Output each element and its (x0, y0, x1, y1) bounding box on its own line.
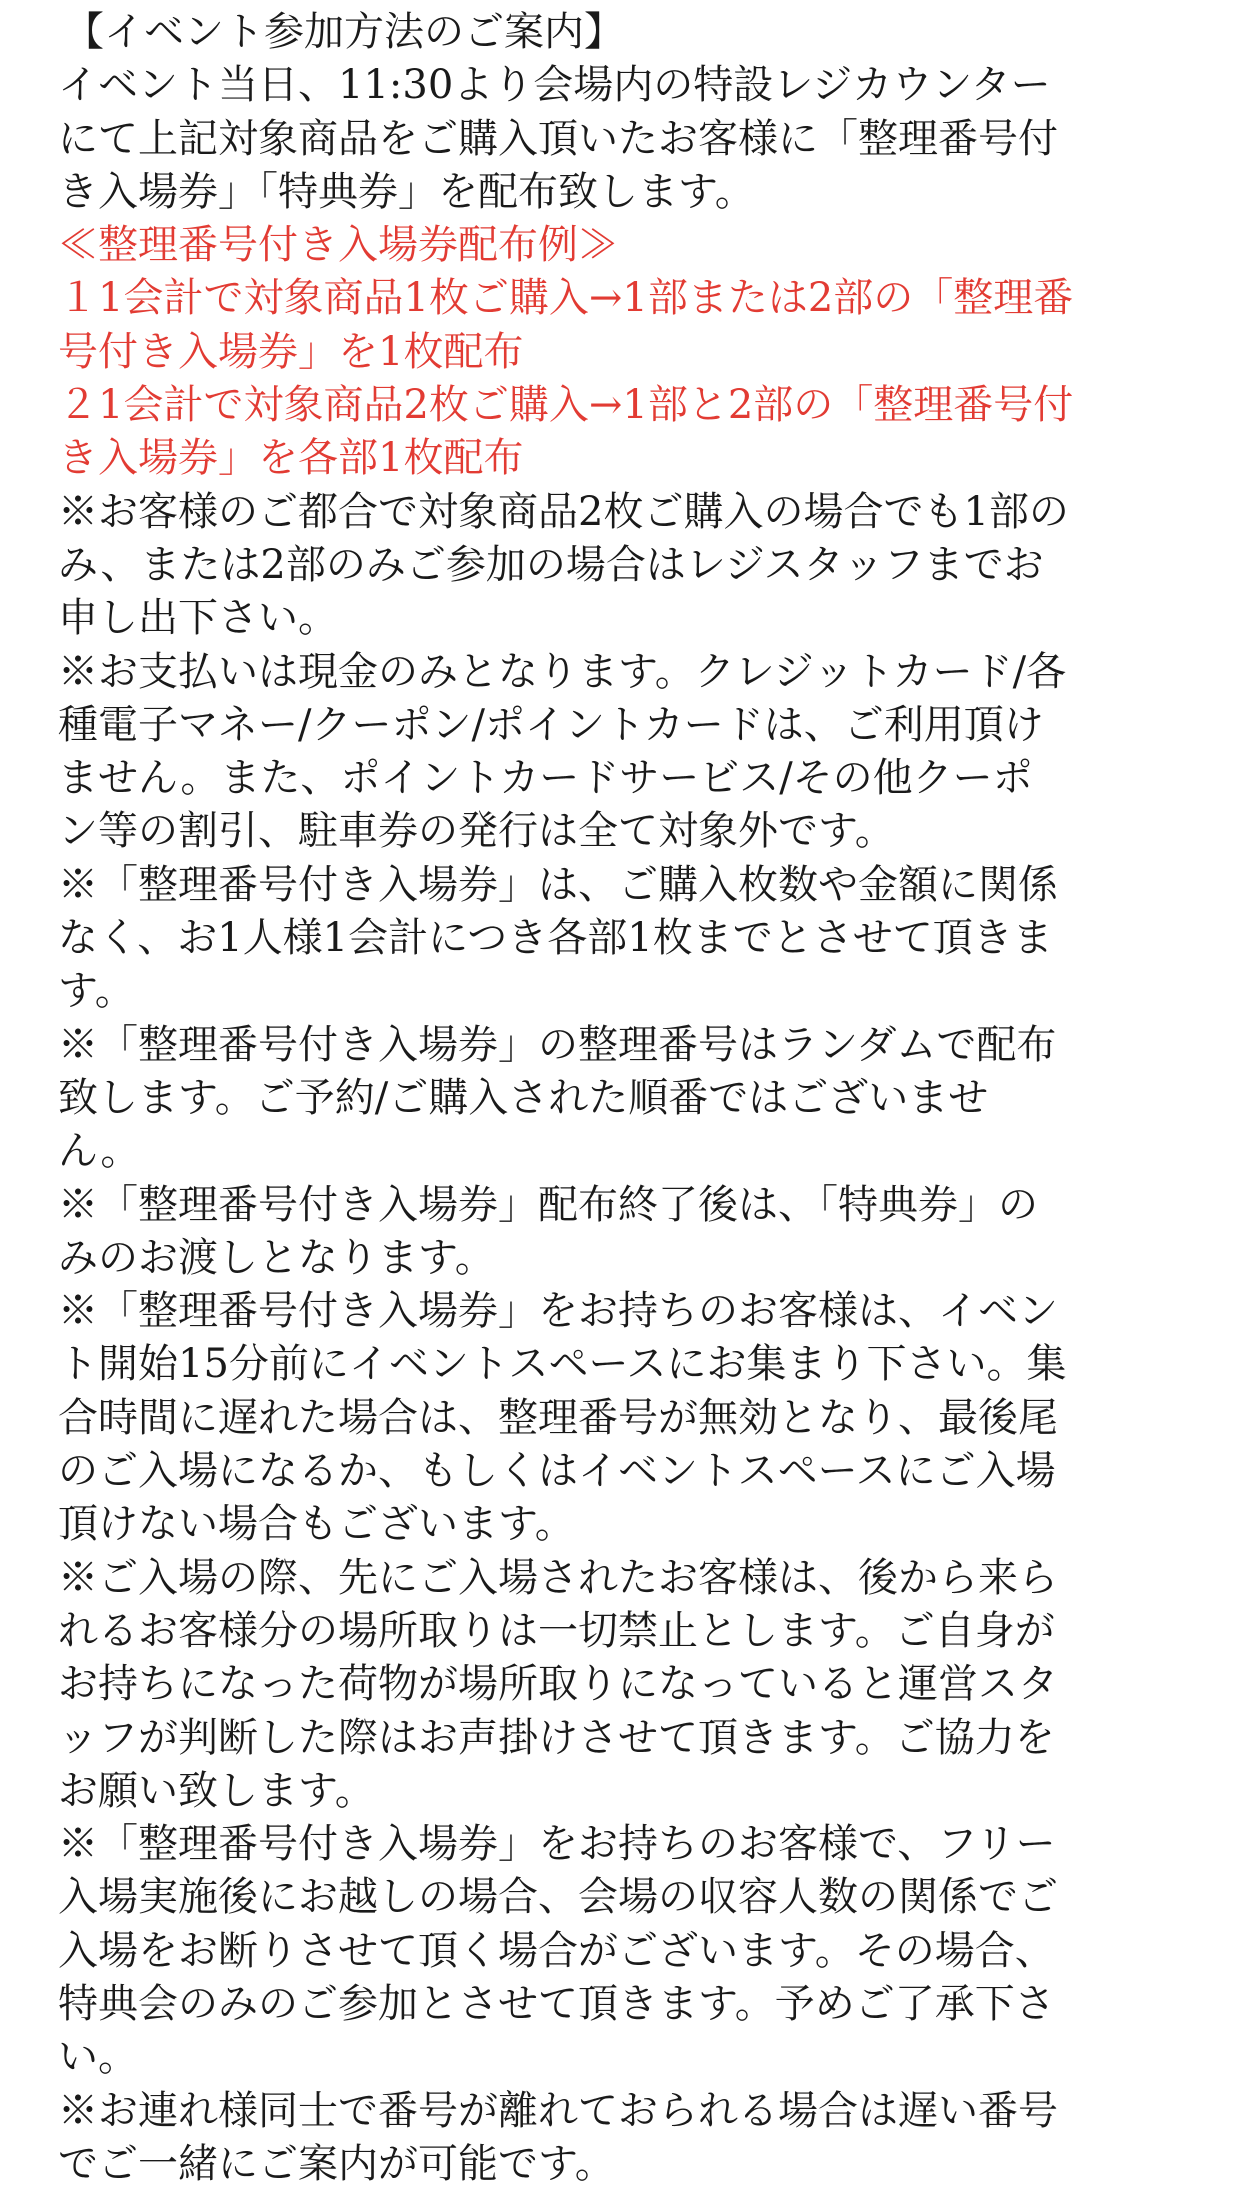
example-item-1-line-2: 号付き入場券」を1枚配布 (58, 328, 524, 375)
note-2-line-4: ン等の割引、駐車券の発行は全て対象外です。 (58, 808, 895, 855)
note-4-line-3: ん。 (58, 1128, 141, 1175)
note-8-line-4: 特典会のみのご参加とさせて頂きます。予めご了承下さ (58, 1980, 1055, 2027)
event-notice-document (58, 6, 1188, 2191)
note-3-line-2: なく、お1人様1会計につき各部1枚までとさせて頂きま (58, 915, 1053, 962)
note-9-line-1: ※お連れ様同士で番号が離れておられる場合は遅い番号 (58, 2087, 1058, 2134)
note-1-line-2: み、または2部のみご参加の場合はレジスタッフまでお (58, 541, 1044, 588)
note-6-line-2: ト開始15分前にイベントスペースにお集まり下さい。集 (58, 1341, 1067, 1388)
note-3-line-1: ※「整理番号付き入場券」は、ご購入枚数や金額に関係 (58, 861, 1058, 908)
note-5-line-2: みのお渡しとなります。 (58, 1234, 495, 1281)
note-5-line-1: ※「整理番号付き入場券」配布終了後は、「特典券」の (58, 1181, 1038, 1228)
example-item-2-line-2: き入場券」を各部1枚配布 (58, 435, 524, 482)
note-2-line-1: ※お支払いは現金のみとなります。クレジットカード/各 (58, 648, 1067, 695)
note-6-line-5: 頂けない場合もございます。 (58, 1501, 575, 1548)
note-6-line-1: ※「整理番号付き入場券」をお持ちのお客様は、イベン (58, 1288, 1058, 1335)
note-8-line-3: 入場をお断りさせて頂く場合がございます。その場合、 (58, 1927, 1055, 1974)
note-4-line-1: ※「整理番号付き入場券」の整理番号はランダムで配布 (58, 1021, 1057, 1068)
note-1-line-1: ※お客様のご都合で対象商品2枚ご購入の場合でも1部の (58, 488, 1069, 535)
note-2-line-3: ません。また、ポイントカードサービス/その他クーポ (58, 755, 1033, 802)
note-7-line-1: ※ご入場の際、先にご入場されたお客様は、後から来ら (58, 1554, 1058, 1601)
intro-line-3: き入場券」「特典券」を配布致します。 (58, 168, 755, 215)
intro-line-2: にて上記対象商品をご購入頂いたお客様に「整理番号付 (58, 115, 1058, 162)
note-3-line-3: す。 (58, 968, 135, 1015)
example-item-1-line-1: １1会計で対象商品1枚ご購入→1部または2部の「整理番 (58, 275, 1074, 322)
note-2-line-2: 種電子マネー/クーポン/ポイントカードは、ご利用頂け (58, 701, 1044, 748)
note-6-line-4: のご入場になるか、もしくはイベントスペースにご入場 (58, 1448, 1056, 1495)
note-6-line-3: 合時間に遅れた場合は、整理番号が無効となり、最後尾 (58, 1394, 1058, 1441)
notice-title: 【イベント参加方法のご案内】 (64, 9, 624, 55)
note-7-line-3: お持ちになった荷物が場所取りになっていると運営スタ (58, 1661, 1058, 1708)
note-4-line-2: 致します。ご予約/ご購入された順番ではございませ (58, 1074, 989, 1121)
note-7-line-5: お願い致します。 (58, 1767, 375, 1814)
note-8-line-5: い。 (58, 2034, 138, 2081)
note-7-line-4: ッフが判断した際はお声掛けさせて頂きます。ご協力を (58, 1714, 1055, 1761)
note-8-line-2: 入場実施後にお越しの場合、会場の収容人数の関係でご (58, 1874, 1058, 1921)
note-9-line-2: でご一緒にご案内が可能です。 (58, 2140, 615, 2187)
note-1-line-3: 申し出下さい。 (58, 595, 338, 642)
intro-line-1: イベント当日、11:30より会場内の特設レジカウンター (58, 62, 1051, 109)
note-7-line-2: れるお客様分の場所取りは一切禁止とします。ご自身が (58, 1607, 1055, 1654)
example-item-2-line-1: ２1会計で対象商品2枚ご購入→1部と2部の「整理番号付 (58, 382, 1074, 429)
note-8-line-1: ※「整理番号付き入場券」をお持ちのお客様で、フリー (58, 1821, 1056, 1868)
example-heading: ≪整理番号付き入場券配布例≫ (58, 222, 618, 269)
